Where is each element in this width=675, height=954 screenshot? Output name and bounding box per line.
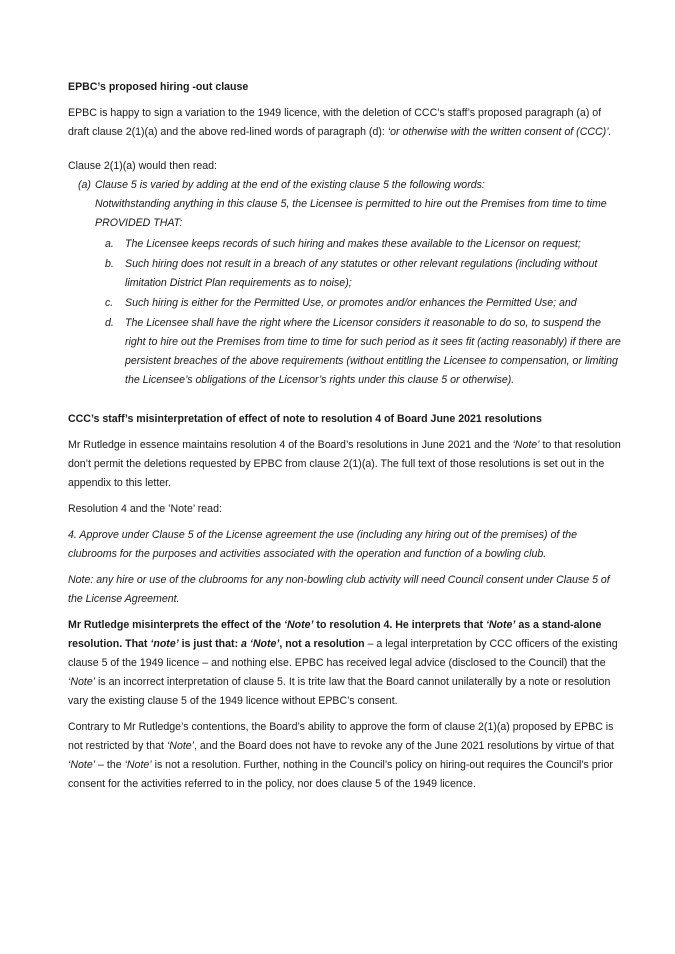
text-run-bold: , not a resolution — [279, 638, 365, 650]
clause-line-2: Notwithstanding anything in this clause 5, the Licensee is permitted to hire out the Premises from time to time PROVIDED THAT: — [95, 198, 607, 229]
text-run: , and the Board does not have to revoke any of the June 2021 resolutions by virtue of that — [194, 740, 614, 752]
document-page — [68, 78, 624, 794]
list-marker: c. — [105, 297, 114, 309]
quoted-note: Note: any hire or use of the clubrooms for any non-bowling club activity will need Council consent under Clause 5 of the License Agreement. — [68, 574, 610, 605]
text-run: Mr Rutledge in essence maintains resolution 4 of the Board’s resolutions in June 2021 and the — [68, 439, 513, 451]
text-run-bold: is just that: — [178, 638, 242, 650]
section-heading-misinterpretation: CCC’s staff’s misinterpretation of effect of note to resolution 4 of Board June 2021 resolutions — [68, 413, 542, 425]
clause-body — [95, 176, 624, 391]
text-run: Contrary to Mr Rutledge’s contentions, the Board’s ability to approve the form of clause 2(1)(a) proposed by EPBC is not restricted by that — [68, 721, 614, 752]
clause-sub-list — [95, 235, 624, 390]
text-run-bold-italic: ‘Note’ — [485, 619, 516, 631]
text-run-bold-italic: a ‘Note’ — [241, 638, 280, 650]
text-run-bold: as a stand-alone resolution. That — [68, 619, 602, 650]
text-run-bold: Mr Rutledge misinterprets the effect of the — [68, 619, 285, 631]
text-run: is not a resolution. Further, nothing in the Council’s policy on hiring-out requires the Council’s prior consent for the activities referred to in the policy, nor does clause 5 of the 1949 licence. — [68, 759, 613, 790]
text-run-italic: ‘Note’ — [124, 759, 152, 771]
quoted-resolution-4: 4. Approve under Clause 5 of the License agreement the use (including any hiring out of the premises) of the clubrooms for the purposes and activities associated with the operation and function of a bowling club. — [68, 529, 578, 560]
quoted-words: ‘or otherwise with the written consent of (CCC)’. — [387, 126, 612, 138]
list-item — [95, 255, 624, 293]
text-run-italic: ‘Note’ — [166, 740, 195, 752]
list-item — [95, 294, 624, 313]
text-run: is an incorrect interpretation of clause 5. It is trite law that the Board cannot unilaterally by a note or resolution vary the existing clause 5 of the 1949 licence without EPBC’s consent. — [68, 676, 611, 707]
section-heading-hiring-clause: EPBC’s proposed hiring -out clause — [68, 81, 249, 93]
clause-line-1: Clause 5 is varied by adding at the end of the existing clause 5 the following words: — [95, 179, 485, 191]
list-item-text: The Licensee shall have the right where the Licensor considers it reasonable to do so, to suspend the right to hire out the Premises from time to time for such period as it sees fit (acting reasonably) if there are persistent breaches of the above requirements (without entitling the Licensee to compensation, or limiting the Licensee’s obligations of the Licensor’s rights under this clause 5 or otherwise). — [125, 317, 621, 386]
text-run-italic: ‘Note’ — [512, 439, 540, 451]
list-item-text: Such hiring is either for the Permitted Use, or promotes and/or enhances the Permitted Use; and — [125, 297, 577, 309]
paragraph-variation — [68, 104, 624, 142]
text-run-italic: ‘Note’ — [68, 676, 96, 688]
list-marker: a. — [105, 238, 114, 250]
text-run-bold-italic: ‘Note’ — [284, 619, 314, 631]
text-run: – a legal interpretation by CCC officers of the existing clause 5 of the 1949 licence – and nothing else. EPBC has received legal advice (disclosed to the Council) that the — [68, 638, 618, 669]
clause-marker: (a) — [78, 179, 91, 191]
list-item — [95, 235, 624, 254]
list-marker: d. — [105, 317, 114, 329]
paragraph-clause-read: Clause 2(1)(a) would then read: — [68, 160, 217, 172]
text-run: to that resolution don’t permit the deletions requested by EPBC from clause 2(1)(a). The full text of those resolutions is set out in the appendix to this letter. — [68, 439, 621, 489]
text-run-italic: ‘Note’ — [68, 759, 96, 771]
text-run-bold: to resolution 4. He interprets that — [313, 619, 486, 631]
text-run: – the — [95, 759, 125, 771]
list-marker: b. — [105, 258, 114, 270]
paragraph-resolution-read: Resolution 4 and the ’Note’ read: — [68, 503, 222, 515]
clause-2-1-a — [78, 176, 624, 391]
paragraph-misinterprets — [68, 616, 624, 711]
text-run-bold-italic: ‘note’ — [150, 638, 179, 650]
paragraph-rutledge-maintains — [68, 436, 624, 493]
list-item-text: Such hiring does not result in a breach of any statutes or other relevant regulations (including without limitation District Plan requirements as to noise); — [125, 258, 598, 289]
list-item-text: The Licensee keeps records of such hiring and makes these available to the Licensor on request; — [125, 238, 581, 250]
list-item — [95, 314, 624, 390]
paragraph-variation-text: EPBC is happy to sign a variation to the 1949 licence, with the deletion of CCC’s staff’s proposed paragraph (a) of draft clause 2(1)(a) and the above red-lined words of paragraph (d): — [68, 107, 602, 138]
paragraph-contrary — [68, 718, 624, 794]
